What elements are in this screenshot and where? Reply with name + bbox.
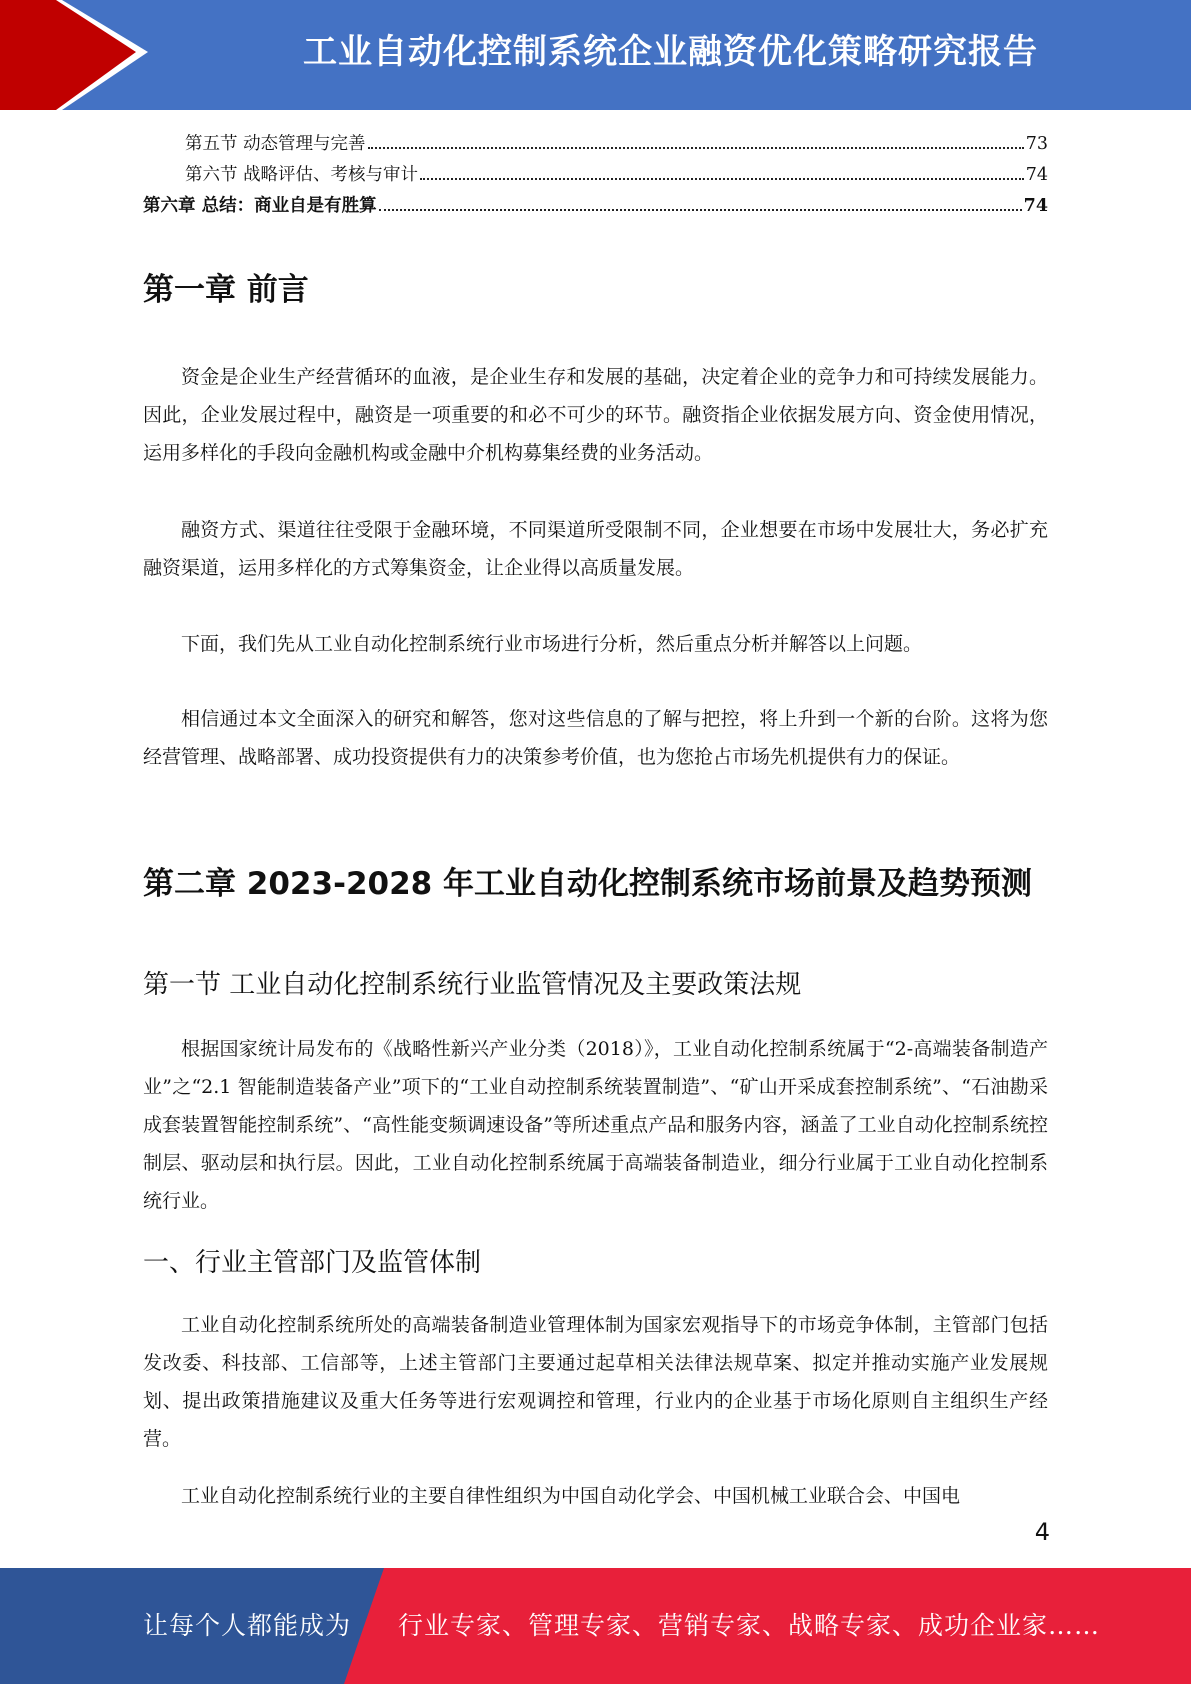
section-1-heading: 第一节 工业自动化控制系统行业监管情况及主要政策法规 [143, 970, 802, 1000]
toc-leader-dots [420, 178, 1024, 180]
paragraph: 下面，我们先从工业自动化控制系统行业市场进行分析，然后重点分析并解答以上问题。 [181, 633, 923, 655]
footer-slogan-left: 让每个人都能成为 [143, 1611, 352, 1640]
chapter-1-heading: 第一章 前言 [143, 272, 309, 308]
subsection-1-heading: 一、行业主管部门及监管体制 [143, 1248, 482, 1278]
toc-entry-title: 第六章 总结：商业自是有胜算 [143, 196, 377, 216]
toc-entry-page: 74 [1023, 196, 1048, 216]
toc-leader-dots [368, 147, 1024, 149]
footer-slogan-right: 行业专家、管理专家、营销专家、战略专家、成功企业家…… [398, 1611, 1101, 1640]
toc-entry-page: 74 [1025, 165, 1048, 185]
chapter-2-heading: 第二章 2023-2028 年工业自动化控制系统市场前景及趋势预测 [143, 866, 1033, 902]
paragraph: 资金是企业生产经营循环的血液，是企业生存和发展的基础，决定着企业的竞争力和可持续发展能力。因此，企业发展过程中，融资是一项重要的和必不可少的环节。融资指企业依据发展方向、资金使用情况，运用多样化的手段向金融机构或金融中介机构募集经费的业务活动。 [143, 366, 1048, 464]
header-banner [0, 0, 1191, 110]
paragraph: 工业自动化控制系统行业的主要自律性组织为中国自动化学会、中国机械工业联合会、中国电 [181, 1485, 961, 1507]
footer-banner [0, 1568, 1191, 1684]
page-number: 4 [1034, 1518, 1050, 1546]
table-of-contents [143, 130, 1048, 223]
paragraph: 融资方式、渠道往往受限于金融环境，不同渠道所受限制不同，企业想要在市场中发展壮大，务必扩充融资渠道，运用多样化的方式筹集资金，让企业得以高质量发展。 [143, 519, 1048, 579]
paragraph: 工业自动化控制系统所处的高端装备制造业管理体制为国家宏观指导下的市场竞争体制，主管部门包括发改委、科技部、工信部等，上述主管部门主要通过起草相关法律法规草案、拟定并推动实施产业发展规划、提出政策措施建议及重大任务等进行宏观调控和管理，行业内的企业基于市场化原则自主组织生产经营。 [143, 1314, 1048, 1450]
toc-entry-title: 第六节 战略评估、考核与审计 [185, 165, 419, 185]
toc-leader-dots [379, 209, 1022, 211]
toc-entry[interactable] [143, 192, 1048, 223]
report-title: 工业自动化控制系统企业融资优化策略研究报告 [303, 32, 1038, 72]
toc-entry[interactable] [143, 130, 1048, 161]
toc-entry-page: 73 [1025, 134, 1048, 154]
paragraph: 相信通过本文全面深入的研究和解答，您对这些信息的了解与把控，将上升到一个新的台阶。这将为您经营管理、战略部署、成功投资提供有力的决策参考价值，也为您抢占市场先机提供有力的保证。 [143, 708, 1048, 768]
toc-entry-title: 第五节 动态管理与完善 [185, 134, 366, 154]
toc-entry[interactable] [143, 161, 1048, 192]
paragraph: 根据国家统计局发布的《战略性新兴产业分类（2018）》，工业自动化控制系统属于“2-高端装备制造产业”之“2.1 智能制造装备产业”项下的“工业自动控制系统装置制造”、“矿山开采成套控制系统”、“石油勘采成套装置智能控制系统”、“高性能变频调速设备”等所述重点产品和服务内容，涵盖了工业自动化控制系统控制层、驱动层和执行层。因此，工业自动化控制系统属于高端装备制造业，细分行业属于工业自动化控制系统行业。 [143, 1038, 1048, 1212]
